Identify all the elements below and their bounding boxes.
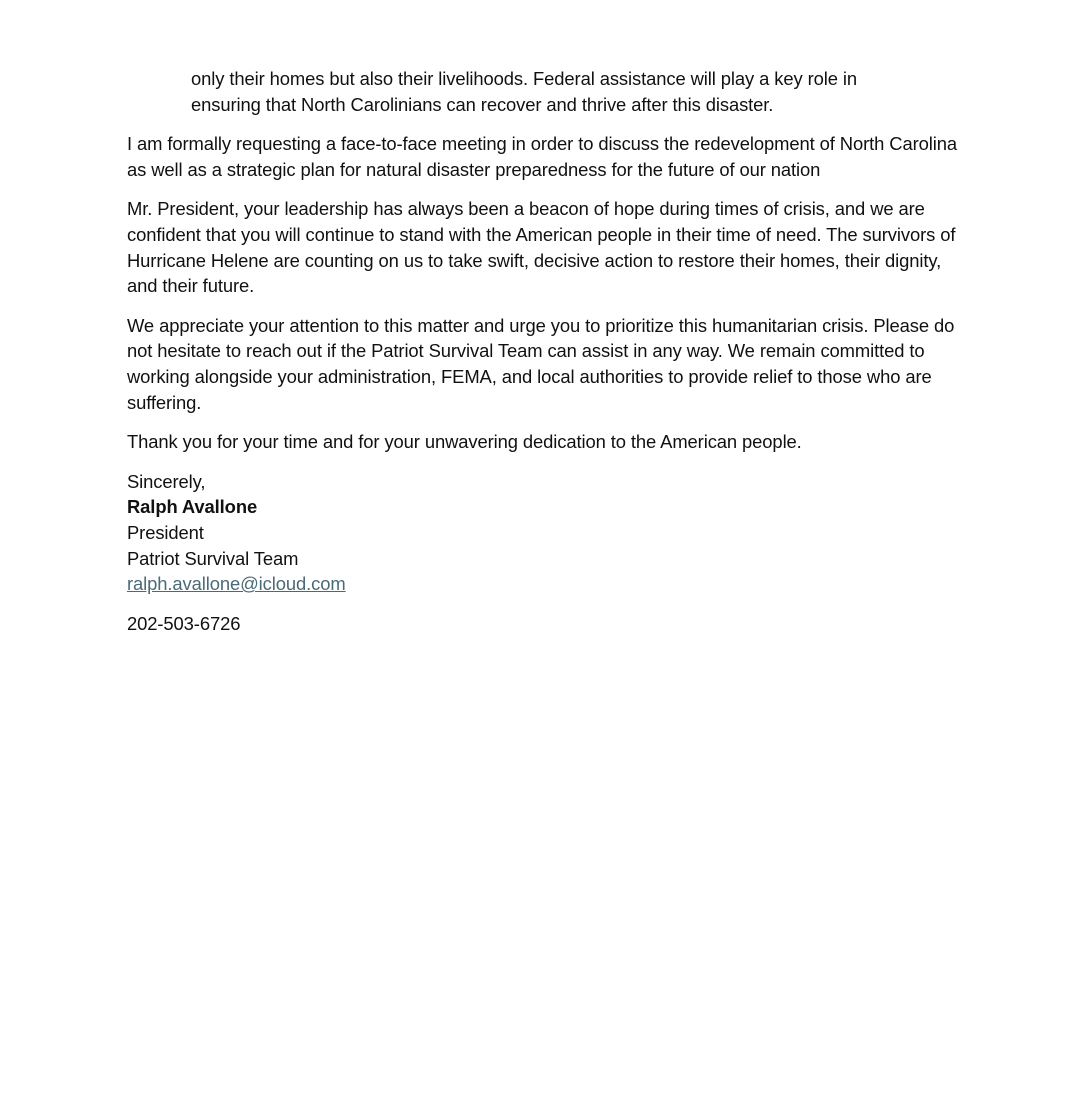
- signature-email-link[interactable]: ralph.avallone@icloud.com: [127, 573, 346, 595]
- signature-name: Ralph Avallone: [127, 496, 258, 518]
- signature-closing: Sincerely,: [127, 470, 206, 492]
- letter-page: [127, 66, 957, 636]
- paragraph-thank-you: Thank you for your time and for your unwavering dedication to the American people.: [127, 431, 802, 453]
- continued-paragraph: only their homes but also their livelihoods. Federal assistance will play a key role in ensuring that North Carolinians can recover and thrive after this disaster.: [191, 68, 857, 115]
- paragraph-appreciation: We appreciate your attention to this matter and urge you to prioritize this humanitarian crisis. Please do not hesitate to reach out if the Patriot Survival Team can assist in any way. We remain committed to working alongside your administration, FEMA, and local authorities to provide relief to those who are suffering.: [127, 314, 955, 413]
- paragraph-leadership: Mr. President, your leadership has always been a beacon of hope during times of crisis, and we are confident that you will continue to stand with the American people in their time of need. The survivors of Hurricane Helene are counting on us to take swift, decisive action to restore their homes, their dignity, and their future.: [127, 198, 956, 297]
- signature-organization: Patriot Survival Team: [127, 547, 299, 569]
- paragraph-meeting-request: I am formally requesting a face-to-face meeting in order to discuss the redevelopment of North Carolina as well as a strategic plan for natural disaster preparedness for the future of our nation: [127, 133, 957, 180]
- signature-phone: 202-503-6726: [127, 612, 241, 634]
- signature-title: President: [127, 521, 204, 543]
- signature-block: [127, 469, 957, 597]
